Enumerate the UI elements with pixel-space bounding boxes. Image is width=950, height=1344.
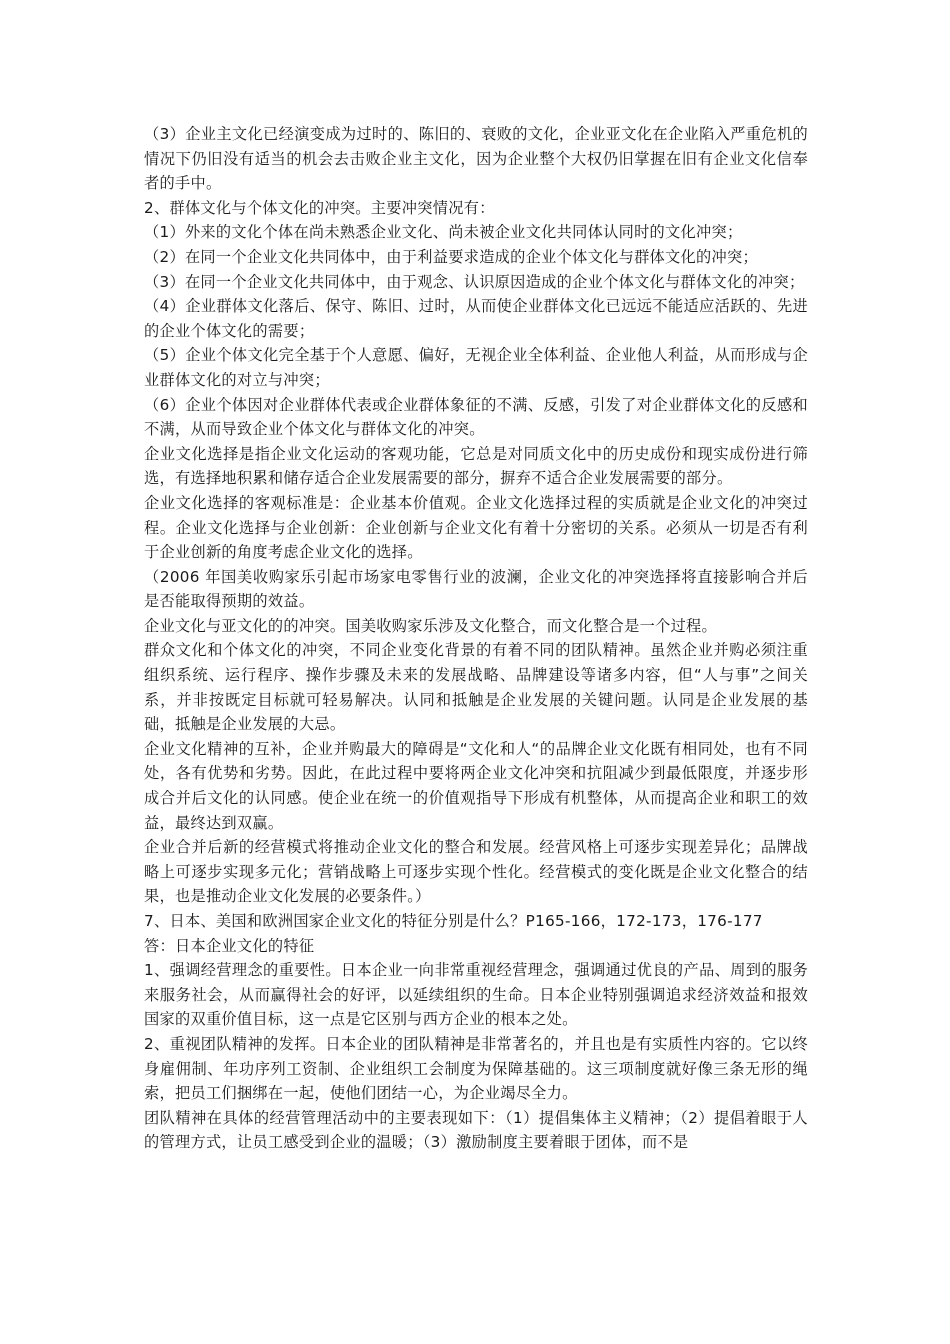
paragraph-12: 企业文化与亚文化的的冲突。国美收购家乐涉及文化整合，而文化整合是一个过程。 <box>144 616 718 635</box>
paragraph-11: （2006 年国美收购家乐引起市场家电零售行业的波澜，企业文化的冲突选择将直接影响合并后是否能取得预期的效益。 <box>144 567 808 611</box>
paragraph-15: 企业合并后新的经营模式将推动企业文化的整合和发展。经营风格上可逐步实现差异化；品牌战略上可逐步实现多元化；营销战略上可逐步实现个性化。经营模式的变化既是企业文化整合的结果，也是推动企业文化发展的必要条件。） <box>144 838 808 906</box>
document-page <box>144 122 808 1155</box>
paragraph-20: 团队精神在具体的经营管理活动中的主要表现如下：（1）提倡集体主义精神；（2）提倡着眼于人的管理方式，让员工感受到企业的温暖；（3）激励制度主要着眼于团体，而不是 <box>144 1108 808 1152</box>
paragraph-18: 1、强调经营理念的重要性。日本企业一向非常重视经营理念，强调通过优良的产品、周到的服务来服务社会，从而赢得社会的好评，以延续组织的生命。日本企业特别强调追求经济效益和报效国家的双重价值目标，这一点是它区别与西方企业的根本之处。 <box>144 961 808 1029</box>
paragraph-1: （3）企业主文化已经演变成为过时的、陈旧的、衰败的文化，企业亚文化在企业陷入严重危机的情况下仍旧没有适当的机会去击败企业主文化，因为企业整个大权仍旧掌握在旧有企业文化信奉者的手中。 <box>144 125 808 193</box>
paragraph-6: （4）企业群体文化落后、保守、陈旧、过时，从而使企业群体文化已远远不能适应活跃的、先进的企业个体文化的需要； <box>144 297 808 340</box>
paragraph-13: 群众文化和个体文化的冲突，不同企业变化背景的有着不同的团队精神。虽然企业并购必须注重组织系统、运行程序、操作步骤及未来的发展战略、品牌建设等诸多内容，但“人与事”之间关系，并非按既定目标就可轻易解决。认同和抵触是企业发展的关键问题。认同是企业发展的基础，抵触是企业发展的大忌。 <box>144 641 808 734</box>
paragraph-9: 企业文化选择是指企业文化运动的客观功能，它总是对同质文化中的历史成份和现实成份进行筛选，有选择地积累和储存适合企业发展需要的部分，摒弃不适合企业发展需要的部分。 <box>144 444 808 488</box>
paragraph-4: （2）在同一个企业文化共同体中，由于利益要求造成的企业个体文化与群体文化的冲突； <box>144 247 758 266</box>
paragraph-7: （5）企业个体文化完全基于个人意愿、偏好，无视企业全体利益、企业他人利益，从而形成与企业群体文化的对立与冲突； <box>144 346 808 389</box>
paragraph-5: （3）在同一个企业文化共同体中，由于观念、认识原因造成的企业个体文化与群体文化的冲突； <box>144 272 805 291</box>
paragraph-10: 企业文化选择的客观标准是：企业基本价值观。企业文化选择过程的实质就是企业文化的冲突过程。企业文化选择与企业创新：企业创新与企业文化有着十分密切的关系。必须从一切是否有利于企业创新的角度考虑企业文化的选择。 <box>144 493 808 562</box>
paragraph-2: 2、群体文化与个体文化的冲突。主要冲突情况有： <box>144 198 495 217</box>
paragraph-14: 企业文化精神的互补，企业并购最大的障碍是“文化和人“的品牌企业文化既有相同处，也有不同处，各有优势和劣势。因此，在此过程中要将两企业文化冲突和抗阻减少到最低限度，并逐步形成合并后文化的认同感。使企业在统一的价值观指导下形成有机整体，从而提高企业和职工的效益，最终达到双赢。 <box>144 739 808 832</box>
paragraph-19: 2、重视团队精神的发挥。日本企业的团队精神是非常著名的，并且也是有实质性内容的。它以终身雇佣制、年功序列工资制、企业组织工会制度为保障基础的。这三项制度就好像三条无形的绳索，把员工们捆绑在一起，使他们团结一心，为企业竭尽全力。 <box>144 1034 808 1103</box>
paragraph-8: （6）企业个体因对企业群体代表或企业群体象征的不满、反感，引发了对企业群体文化的反感和不满，从而导致企业个体文化与群体文化的冲突。 <box>144 395 808 439</box>
paragraph-3: （1）外来的文化个体在尚未熟悉企业文化、尚未被企业文化共同体认同时的文化冲突； <box>144 223 743 242</box>
paragraph-16: 7、日本、美国和欧洲国家企业文化的特征分别是什么？P165-166，172-173，176-177 <box>144 912 763 930</box>
paragraph-17: 答：日本企业文化的特征 <box>144 936 315 955</box>
